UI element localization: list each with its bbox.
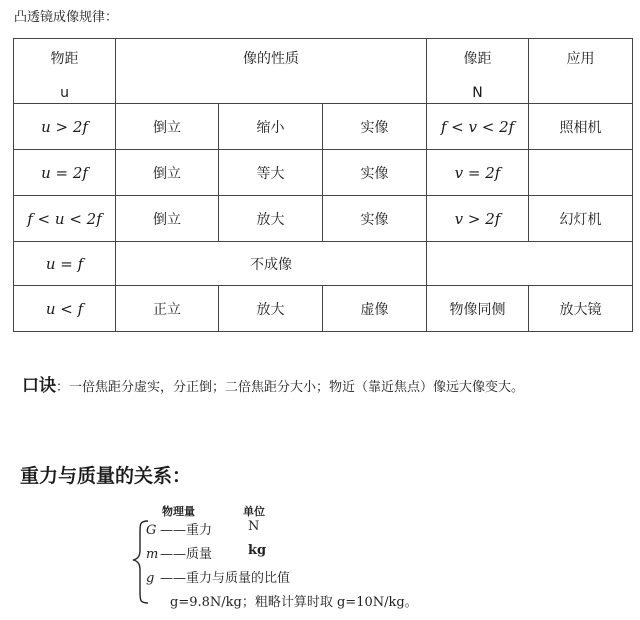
cell-v: v > 2f (427, 196, 529, 242)
mnemonic (22, 371, 524, 396)
cell-kind: 虚像 (323, 286, 427, 332)
cell-size: 放大 (219, 196, 323, 242)
cell-size: 缩小 (219, 104, 323, 150)
cell-application: 放大镜 (529, 286, 633, 332)
cell-u: u > 2f (14, 104, 116, 150)
cell-application: 照相机 (529, 104, 633, 150)
unit-value: kg (248, 543, 267, 558)
cell-no-image: 不成像 (116, 242, 427, 286)
cell-v: 物像同侧 (427, 286, 529, 332)
cell-empty (427, 242, 633, 286)
cell-size: 放大 (219, 286, 323, 332)
cell-kind: 实像 (323, 150, 427, 196)
cell-v: f < v < 2f (427, 104, 529, 150)
cell-u: u < f (14, 286, 116, 332)
symbol-g: g (146, 571, 155, 586)
table-row (14, 104, 633, 150)
column-header-quantity: 物理量 (162, 505, 195, 518)
header-object-distance: 物距 u (14, 39, 116, 104)
mnemonic-text: ：一倍焦距分虚实，分正倒；二倍焦距分大小；物近（靠近焦点）像远大像变大。 (56, 380, 525, 395)
section-title: 重力与质量的关系： (20, 465, 192, 487)
cell-kind: 实像 (323, 104, 427, 150)
quantity-name: ——质量 (160, 547, 213, 562)
header-application: 应用 (529, 39, 633, 104)
table-row (14, 196, 633, 242)
cell-u: u = f (14, 242, 116, 286)
cell-application (529, 150, 633, 196)
lens-imaging-table (13, 38, 633, 332)
cell-v: v = 2f (427, 150, 529, 196)
quantity-name: ——重力 (160, 523, 213, 538)
unit-value: N (248, 519, 260, 534)
header-image-nature: 像的性质 (116, 39, 427, 104)
column-header-unit: 单位 (243, 505, 265, 518)
cell-size: 等大 (219, 150, 323, 196)
cell-orientation: 倒立 (116, 104, 219, 150)
cell-u: f < u < 2f (14, 196, 116, 242)
cell-orientation: 倒立 (116, 150, 219, 196)
page-title: 凸透镜成像规律： (14, 10, 119, 25)
formula-note: g=9.8N/kg；粗略计算时取 g=10N/kg。 (170, 595, 418, 610)
formula-row-ratio (146, 567, 290, 586)
cell-orientation: 倒立 (116, 196, 219, 242)
formula-row-gravity (146, 519, 260, 538)
formula-row-mass (146, 543, 267, 562)
cell-orientation: 正立 (116, 286, 219, 332)
quantity-name: ——重力与质量的比值 (160, 571, 291, 586)
cell-kind: 实像 (323, 196, 427, 242)
table-header-row (14, 39, 633, 104)
symbol-G: G (146, 523, 157, 538)
table-row (14, 286, 633, 332)
symbol-m: m (146, 547, 159, 562)
cell-u: u = 2f (14, 150, 116, 196)
table-row (14, 150, 633, 196)
cell-application: 幻灯机 (529, 196, 633, 242)
header-image-distance: 像距 N (427, 39, 529, 104)
mnemonic-label: 口诀 (22, 376, 56, 396)
table-row (14, 242, 633, 286)
